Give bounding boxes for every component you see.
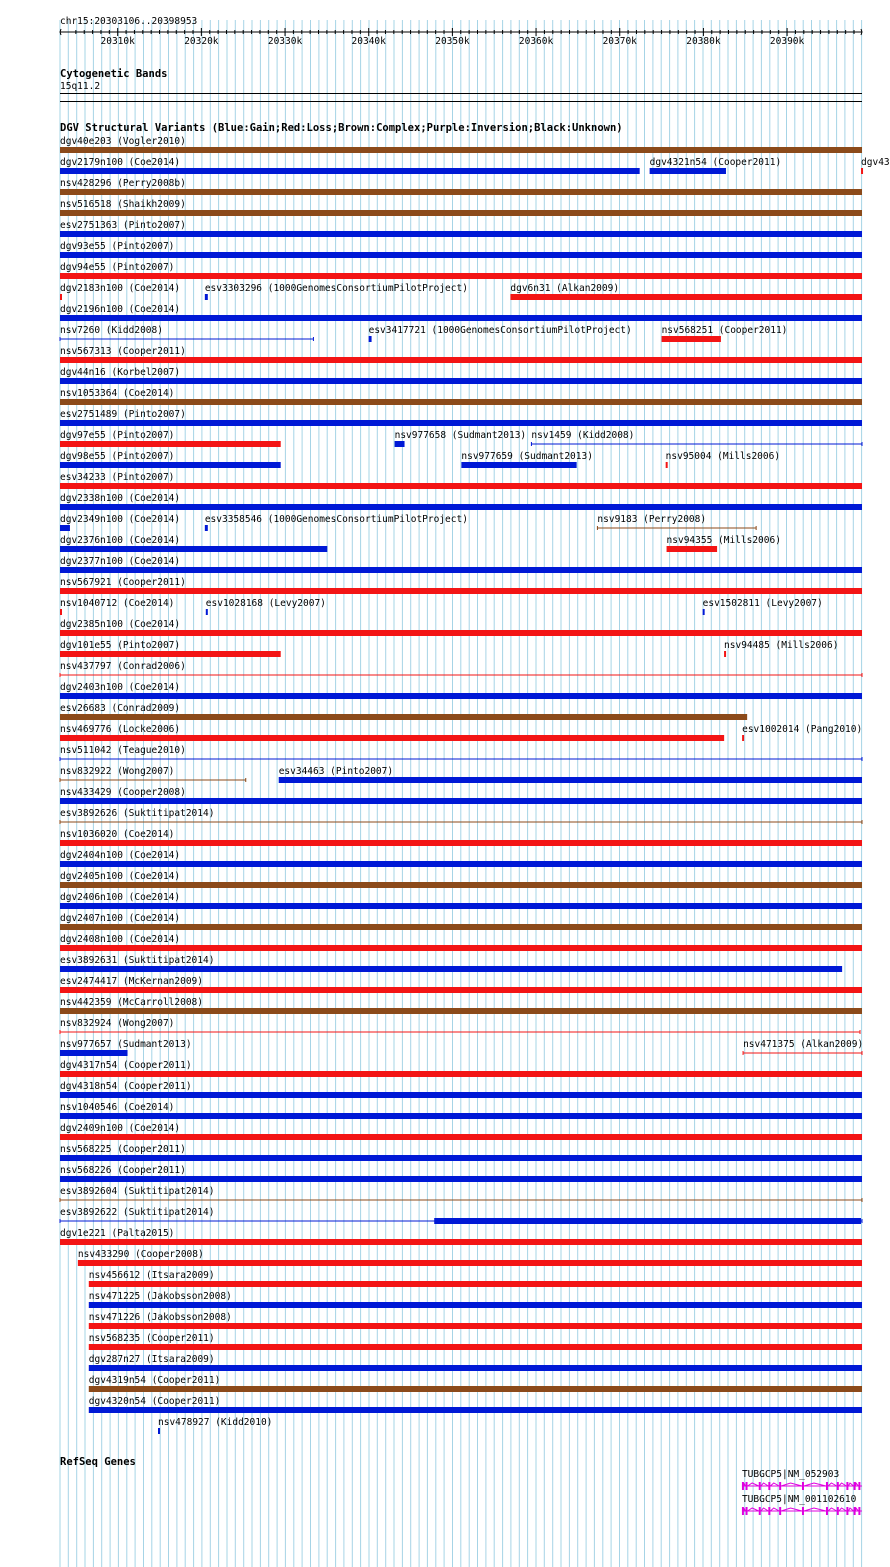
dgv-feature-label: esv3892631 (Suktitipat2014) — [60, 955, 215, 966]
dgv-feature-label: nsv478927 (Kidd2010) — [158, 1417, 273, 1428]
dgv-feature-bar — [89, 1407, 862, 1413]
dgv-feature-label: nsv568235 (Cooper2011) — [88, 1333, 215, 1344]
dgv-feature-bar — [205, 294, 208, 300]
dgv-feature-bar — [60, 147, 862, 153]
refseq-exon — [858, 1482, 860, 1490]
dgv-feature-rows — [60, 136, 890, 1434]
dgv-feature-bar — [60, 693, 862, 699]
dgv-feature-label: dgv2403n100 (Coe2014) — [60, 682, 181, 693]
cytoband-bar-bottom — [60, 101, 862, 102]
dgv-feature-bar — [60, 1134, 862, 1140]
dgv-feature-label: dgv2338n100 (Coe2014) — [60, 493, 181, 504]
refseq-gene-label: TUBGCP5|NM_001102610 — [741, 1494, 857, 1505]
dgv-feature-label: dgv287n27 (Itsara2009) — [88, 1354, 215, 1365]
refseq-exon — [779, 1507, 781, 1515]
dgv-feature-bar — [60, 231, 862, 237]
dgv-feature[interactable] — [89, 1270, 862, 1287]
dgv-feature-bar — [60, 294, 62, 300]
dgv-feature-label: dgv2405n100 (Coe2014) — [60, 871, 181, 882]
dgv-feature-label: dgv4318n54 (Cooper2011) — [60, 1081, 192, 1092]
dgv-feature[interactable] — [205, 283, 468, 300]
dgv-feature[interactable] — [667, 535, 781, 552]
dgv-feature-label: nsv567313 (Cooper2011) — [60, 346, 186, 357]
dgv-track — [60, 122, 890, 1434]
dgv-feature-label: esv3892604 (Suktitipat2014) — [60, 1186, 215, 1197]
refseq-exon — [746, 1482, 748, 1490]
ruler-tick-label: 20380k — [686, 36, 721, 47]
ruler-tick-label: 20320k — [184, 36, 219, 47]
dgv-feature-label: nsv442359 (McCarroll2008) — [60, 997, 203, 1008]
dgv-feature-label: dgv2196n100 (Coe2014) — [60, 304, 181, 315]
dgv-feature-label: esv3417721 (1000GenomesConsortiumPilotProject) — [368, 325, 632, 336]
dgv-feature-bar — [60, 1176, 862, 1182]
dgv-feature[interactable] — [60, 451, 281, 468]
dgv-feature-label: dgv2349n100 (Coe2014) — [60, 514, 181, 525]
dgv-feature[interactable] — [662, 325, 788, 342]
dgv-feature-label: dgv4321n54 (Cooper2011) — [649, 157, 782, 168]
dgv-feature-label: dgv2183n100 (Coe2014) — [60, 283, 181, 294]
dgv-feature-label: nsv456612 (Itsara2009) — [88, 1270, 215, 1281]
dgv-feature-bar — [60, 210, 862, 216]
dgv-feature-label: dgv2385n100 (Coe2014) — [60, 619, 181, 630]
dgv-feature-label: esv2751363 (Pinto2007) — [60, 220, 186, 231]
dgv-feature-bar — [89, 1323, 862, 1329]
dgv-feature-bar — [60, 1092, 862, 1098]
dgv-feature-bar — [666, 462, 668, 468]
dgv-feature-label: nsv511042 (Teague2010) — [60, 745, 186, 756]
dgv-feature-label: dgv2377n100 (Coe2014) — [60, 556, 181, 567]
dgv-feature-label: dgv2407n100 (Coe2014) — [60, 913, 181, 924]
dgv-feature-bar — [60, 1155, 862, 1161]
dgv-feature-label: esv2474417 (McKernan2009) — [60, 976, 203, 987]
dgv-feature-bar — [206, 609, 208, 615]
dgv-feature-bar — [60, 861, 862, 867]
refseq-exon — [746, 1507, 748, 1515]
region-label: chr15:20303106..20398953 — [60, 16, 198, 27]
dgv-feature-label: nsv516518 (Shaikh2009) — [60, 199, 186, 210]
dgv-feature-bar — [434, 1218, 861, 1224]
dgv-feature[interactable] — [461, 451, 593, 468]
dgv-feature-label: esv3892622 (Suktitipat2014) — [60, 1207, 215, 1218]
dgv-feature[interactable] — [89, 1396, 862, 1413]
dgv-feature[interactable] — [666, 451, 780, 468]
dgv-feature-bar — [667, 546, 718, 552]
dgv-feature-bar — [60, 1071, 862, 1077]
dgv-feature[interactable] — [369, 325, 632, 342]
dgv-feature[interactable] — [703, 598, 823, 615]
dgv-feature-label: nsv567921 (Cooper2011) — [60, 577, 186, 588]
dgv-feature-label: esv1028168 (Levy2007) — [205, 598, 326, 609]
cytoband-title: Cytogenetic Bands — [60, 68, 168, 80]
dgv-feature-label: nsv1053364 (Coe2014) — [60, 388, 175, 399]
dgv-feature-bar — [650, 168, 726, 174]
dgv-feature-label: dgv44n16 (Korbel2007) — [60, 367, 181, 378]
dgv-feature-bar — [724, 651, 726, 657]
dgv-feature-bar — [158, 1428, 160, 1434]
dgv-feature-label: dgv94e55 (Pinto2007) — [60, 262, 175, 273]
dgv-feature-label: esv1502811 (Levy2007) — [702, 598, 823, 609]
dgv-feature-bar — [60, 903, 862, 909]
dgv-feature-bar — [60, 525, 70, 531]
dgv-feature-bar — [60, 609, 62, 615]
dgv-feature-bar — [60, 546, 327, 552]
dgv-feature-bar — [89, 1386, 862, 1392]
refseq-exon — [759, 1507, 761, 1515]
ruler-tick-label: 20350k — [435, 36, 470, 47]
dgv-feature-bar — [60, 588, 862, 594]
dgv-feature[interactable] — [89, 1375, 862, 1392]
dgv-feature-bar — [60, 252, 862, 258]
dgv-feature[interactable] — [60, 724, 724, 741]
dgv-feature-label: esv1002014 (Pang2010) — [742, 724, 863, 735]
dgv-feature-label: nsv568251 (Cooper2011) — [661, 325, 788, 336]
dgv-feature[interactable] — [158, 1417, 272, 1434]
ruler-ticks — [76, 28, 854, 47]
dgv-feature-label: dgv2179n100 (Coe2014) — [60, 157, 181, 168]
dgv-feature-bar — [60, 798, 862, 804]
dgv-feature-label: nsv568225 (Cooper2011) — [60, 1144, 186, 1155]
dgv-feature-bar — [60, 924, 862, 930]
dgv-feature[interactable] — [434, 1218, 861, 1224]
dgv-feature[interactable] — [60, 955, 842, 972]
dgv-feature-bar — [60, 651, 281, 657]
dgv-feature-label: nsv9183 (Perry2008) — [597, 514, 707, 525]
dgv-feature-label: nsv471375 (Alkan2009) — [743, 1039, 864, 1050]
dgv-track-title: DGV Structural Variants (Blue:Gain;Red:Loss;Brown:Complex;Purple:Inversion;Black:Unknown) — [60, 122, 623, 134]
dgv-feature-bar — [60, 714, 747, 720]
dgv-feature-label: esv3892626 (Suktitipat2014) — [60, 808, 215, 819]
refseq-exon — [846, 1507, 848, 1515]
dgv-feature-bar — [60, 1239, 862, 1245]
cytoband-bar-top — [60, 93, 862, 94]
refseq-gene-label: TUBGCP5|NM_052903 — [741, 1469, 840, 1480]
dgv-feature-label: esv34463 (Pinto2007) — [278, 766, 394, 777]
dgv-feature[interactable] — [60, 283, 180, 300]
dgv-feature-label: nsv977659 (Sudmant2013) — [461, 451, 593, 462]
dgv-feature-label: nsv977657 (Sudmant2013) — [60, 1039, 192, 1050]
refseq-exon — [826, 1507, 828, 1515]
dgv-feature-label: nsv433429 (Cooper2008) — [60, 787, 186, 798]
dgv-feature[interactable] — [89, 1312, 862, 1329]
dgv-feature-bar — [369, 336, 372, 342]
dgv-feature[interactable] — [60, 1018, 860, 1034]
dgv-feature-bar — [662, 336, 721, 342]
dgv-feature-bar — [510, 294, 862, 300]
dgv-feature-label: esv2751489 (Pinto2007) — [60, 409, 186, 420]
dgv-feature-bar — [60, 630, 862, 636]
dgv-feature-label: dgv97e55 (Pinto2007) — [60, 430, 175, 441]
ruler-tick-label: 20390k — [769, 36, 805, 47]
dgv-feature-bar — [60, 273, 862, 279]
dgv-feature-bar — [60, 315, 862, 321]
ruler-tick-label: 20370k — [602, 36, 637, 47]
dgv-feature-bar — [60, 504, 862, 510]
dgv-feature-bar — [703, 609, 705, 615]
dgv-feature-bar — [60, 840, 862, 846]
dgv-feature-bar — [60, 1113, 862, 1119]
dgv-feature-label: dgv4317n54 (Cooper2011) — [60, 1060, 192, 1071]
dgv-feature-label: dgv2406n100 (Coe2014) — [60, 892, 181, 903]
dgv-feature[interactable] — [206, 598, 326, 615]
dgv-feature-label: nsv428296 (Perry2008b) — [60, 178, 186, 189]
dgv-feature-label: dgv93e55 (Pinto2007) — [60, 241, 175, 252]
dgv-feature-label: nsv1040712 (Coe2014) — [60, 598, 175, 609]
dgv-feature-label: nsv832924 (Wong2007) — [60, 1018, 175, 1029]
dgv-feature[interactable] — [531, 430, 862, 446]
dgv-feature-label: dgv43 — [861, 157, 890, 168]
refseq-exon — [768, 1507, 770, 1515]
dgv-feature-bar — [861, 168, 863, 174]
dgv-feature-bar — [60, 1050, 128, 1056]
dgv-feature-bar — [742, 735, 744, 741]
dgv-feature[interactable] — [279, 766, 862, 783]
refseq-exon — [837, 1507, 839, 1515]
dgv-feature-bar — [205, 525, 208, 531]
dgv-feature[interactable] — [60, 1039, 192, 1056]
dgv-feature[interactable] — [60, 766, 246, 782]
refseq-exon — [768, 1482, 770, 1490]
refseq-exon — [858, 1507, 860, 1515]
dgv-feature-label: dgv2376n100 (Coe2014) — [60, 535, 181, 546]
dgv-feature-label: dgv1e221 (Palta2015) — [60, 1228, 175, 1239]
dgv-feature[interactable] — [60, 325, 313, 341]
dgv-feature-label: nsv437797 (Conrad2006) — [60, 661, 186, 672]
dgv-feature-bar — [60, 567, 862, 573]
dgv-feature-bar — [60, 441, 281, 447]
dgv-feature-label: nsv471226 (Jakobsson2008) — [88, 1312, 232, 1323]
refseq-exon — [802, 1507, 804, 1515]
dgv-feature-bar — [60, 483, 862, 489]
dgv-feature-label: dgv98e55 (Pinto2007) — [60, 451, 175, 462]
refseq-exon — [826, 1482, 828, 1490]
dgv-feature-bar — [89, 1302, 862, 1308]
dgv-feature-bar — [461, 462, 576, 468]
dgv-feature-label: esv3358546 (1000GenomesConsortiumPilotProject) — [204, 514, 468, 525]
dgv-feature[interactable] — [597, 514, 756, 530]
cytoband-label: 15q11.2 — [60, 81, 101, 92]
dgv-feature-bar — [60, 966, 842, 972]
dgv-feature[interactable] — [743, 1039, 863, 1055]
refseq-exon — [837, 1482, 839, 1490]
dgv-feature-bar — [60, 1008, 862, 1014]
dgv-feature-label: nsv471225 (Jakobsson2008) — [88, 1291, 232, 1302]
refseq-exon — [854, 1482, 856, 1490]
ruler-tick-label: 20310k — [100, 36, 135, 47]
dgv-feature-bar — [89, 1344, 862, 1350]
dgv-feature-bar — [60, 189, 862, 195]
dgv-feature-label: esv34233 (Pinto2007) — [60, 472, 175, 483]
ruler-tick-label: 20330k — [267, 36, 303, 47]
dgv-feature-bar — [60, 987, 862, 993]
dgv-feature-label: nsv95004 (Mills2006) — [665, 451, 781, 462]
refseq-exon — [802, 1482, 804, 1490]
refseq-exon — [779, 1482, 781, 1490]
dgv-feature-label: dgv2404n100 (Coe2014) — [60, 850, 181, 861]
dgv-feature-label: nsv1459 (Kidd2008) — [531, 430, 635, 441]
dgv-feature-label: dgv40e203 (Vogler2010) — [60, 136, 186, 147]
dgv-feature-label: nsv1040546 (Coe2014) — [60, 1102, 175, 1113]
dgv-feature-bar — [60, 420, 862, 426]
dgv-feature-label: dgv2409n100 (Coe2014) — [60, 1123, 181, 1134]
dgv-feature-label: nsv433290 (Cooper2008) — [77, 1249, 204, 1260]
dgv-feature-label: dgv4320n54 (Cooper2011) — [88, 1396, 221, 1407]
dgv-feature-label: esv3303296 (1000GenomesConsortiumPilotProject) — [204, 283, 468, 294]
dgv-feature-label: nsv977658 (Sudmant2013) — [394, 430, 527, 441]
dgv-feature[interactable] — [724, 640, 838, 657]
dgv-feature-label: nsv568226 (Cooper2011) — [60, 1165, 186, 1176]
refseq-gene[interactable] — [742, 1469, 862, 1490]
dgv-feature-bar — [60, 945, 862, 951]
dgv-feature-bar — [60, 399, 862, 405]
refseq-exon — [846, 1482, 848, 1490]
dgv-feature-bar — [395, 441, 405, 447]
dgv-feature[interactable] — [60, 430, 281, 447]
dgv-feature-bar — [78, 1260, 862, 1266]
dgv-feature-bar — [60, 378, 862, 384]
dgv-feature-bar — [60, 168, 640, 174]
dgv-feature-label: nsv7260 (Kidd2008) — [60, 325, 163, 336]
dgv-feature-label: dgv101e55 (Pinto2007) — [60, 640, 181, 651]
dgv-feature-bar — [279, 777, 862, 783]
dgv-feature-label: dgv6n31 (Alkan2009) — [510, 283, 620, 294]
dgv-feature[interactable] — [60, 640, 281, 657]
dgv-feature-bar — [60, 462, 281, 468]
dgv-feature[interactable] — [861, 157, 890, 174]
dgv-feature-label: dgv4319n54 (Cooper2011) — [88, 1375, 221, 1386]
dgv-feature-label: nsv832922 (Wong2007) — [60, 766, 175, 777]
dgv-feature-label: nsv1036020 (Coe2014) — [60, 829, 175, 840]
dgv-feature-bar — [89, 1365, 862, 1371]
ruler-tick-label: 20340k — [351, 36, 386, 47]
dgv-feature-label: esv26683 (Conrad2009) — [60, 703, 181, 714]
dgv-feature-bar — [60, 357, 862, 363]
refseq-track-title: RefSeq Genes — [60, 1456, 136, 1468]
dgv-feature-label: nsv94355 (Mills2006) — [666, 535, 781, 546]
dgv-feature[interactable] — [205, 514, 468, 531]
dgv-feature-bar — [60, 882, 862, 888]
ruler-tick-label: 20360k — [518, 36, 554, 47]
dgv-feature[interactable] — [89, 1291, 862, 1308]
refseq-exon — [854, 1507, 856, 1515]
refseq-gene[interactable] — [742, 1494, 862, 1515]
dgv-feature-bar — [89, 1281, 862, 1287]
dgv-feature[interactable] — [60, 514, 180, 531]
dgv-feature-label: nsv469776 (Locke2006) — [60, 724, 181, 735]
dgv-feature[interactable] — [89, 1333, 862, 1350]
dgv-feature[interactable] — [742, 724, 862, 741]
dgv-feature[interactable] — [89, 1354, 862, 1371]
dgv-feature-label: dgv2408n100 (Coe2014) — [60, 934, 181, 945]
dgv-feature-label: nsv94485 (Mills2006) — [724, 640, 839, 651]
refseq-exon — [759, 1482, 761, 1490]
refseq-gene-rows — [742, 1469, 862, 1515]
dgv-feature-bar — [60, 735, 724, 741]
